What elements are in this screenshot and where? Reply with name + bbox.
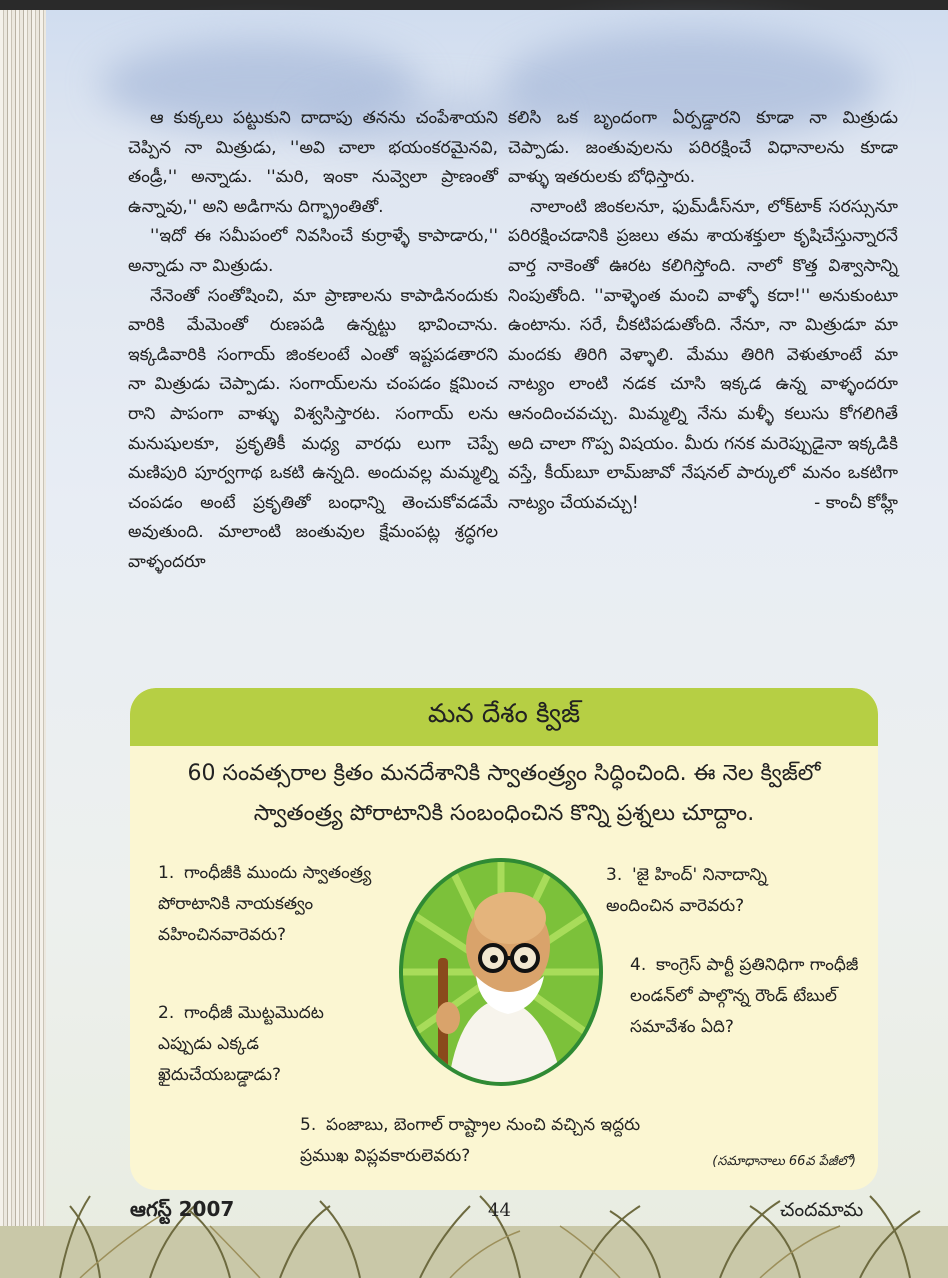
article-paragraph: నేనెంతో సంతోషించి, మా ప్రాణాలను కాపాడినందుకు వారికి మేమెంతో రుణపడి ఉన్నట్టు భావించాను. ఇక్కడివారికి సంగాయ్ జింకలంటే ఎంతో ఇష్టపడతారని నా మిత్రుడు చెప్పాడు. సంగాయ్‌లను చంపడం క్షమించ రాని పాపంగా వాళ్ళు విశ్వసిస్తారట. సంగాయ్ లను మనుషులకూ, ప్రకృతికీ మధ్య వారధు లుగా చెప్పే మణిపురి పూర్వగాథ ఒకటి ఉన్నది. అందువల్ల మమ్మల్ని చంపడం అంటే ప్రకృతితో బంధాన్ని తెంచుకోవడమే అవుతుంది. మాలాంటి జంతువుల క్షేమంపట్ల శ్రద్ధగల వాళ్ళందరూ xyxy=(128,285,498,572)
magazine-name: చందమామ xyxy=(780,1199,864,1221)
question-text: గాంధీజీకి ముందు స్వాతంత్ర్య పోరాటానికి నాయకత్వం వహించినవారెవరు? xyxy=(158,863,372,945)
quiz-question-1 xyxy=(158,858,378,951)
article-body xyxy=(128,104,898,694)
quiz-title: మన దేశం క్విజ్ xyxy=(130,688,878,746)
question-text: కాంగ్రెస్ పార్టీ ప్రతినిధిగా గాంధీజీ లండన్‌లో పాల్గొన్న రౌండ్ టేబుల్ సమావేశం ఏది? xyxy=(630,955,859,1037)
article-author: - కాంచీ కోహ్లీ xyxy=(814,492,898,513)
article-column-left xyxy=(128,104,498,578)
quiz-question-3 xyxy=(606,860,826,922)
answers-note: (సమాధానాలు 66వ పేజీలో) xyxy=(712,1154,856,1169)
question-number: 1. xyxy=(158,863,175,883)
question-number: 2. xyxy=(158,1003,175,1023)
page-stack-edge xyxy=(0,0,46,1278)
scan-top-edge xyxy=(0,0,948,10)
article-paragraph: ఆ కుక్కలు పట్టుకుని దాదాపు తనను చంపేశాయని చెప్పిన నా మిత్రుడు, ''అవి చాలా భయంకరమైనవి, తండ్రీ,'' అన్నాడు. ''మరి, ఇంకా నువ్వెలా ప్రాణంతో ఉన్నావు,'' అని అడిగాను దిగ్భ్రాంతితో. xyxy=(128,108,498,217)
article-paragraph: నాలాంటి జింకలనూ, ఫుమ్‌డీస్‌నూ, లోక్‌టాక్ సరస్సునూ పరిరక్షించడానికి ప్రజలు తమ శాయశక్తులా కృషిచేస్తున్నారనే వార్త నాకెంతో ఊరట కలిగిస్తోంది. నాలో కొత్త విశ్వాసాన్ని నింపుతోంది. ''వాళ్ళెంత మంచి వాళ్ళో కదా!'' అనుకుంటూ ఉంటాను. సరే, చీకటిపడుతోంది. నేనూ, నా మిత్రుడూ మా మందకు తిరిగి వెళ్ళాలి. మేము తిరిగి వెళుతూంటే మా నాట్యం లాంటి నడక చూసి ఇక్కడ ఉన్న వాళ్ళందరూ ఆనందించవచ్చు. మిమ్మల్ని నేను మళ్ళీ కలుసు కోగలిగితే అది చాలా గొప్ప విషయం. మీరు గనక మరెప్పుడైనా ఇక్కడికి వస్తే, కీయ్‌బూ లామ్‌జావో నేషనల్ పార్కులో మనం ఒకటిగా నాట్యం చేయవచ్చు! xyxy=(508,196,898,513)
question-number: 3. xyxy=(606,865,623,885)
question-text: గాంధీజీ మొట్టమొదట ఎప్పుడు ఎక్కడ ఖైదుచేయబడ్డాడు? xyxy=(158,1003,324,1085)
article-column-right xyxy=(508,104,898,518)
question-text: 'జై హింద్' నినాదాన్ని అందించిన వారెవరు? xyxy=(606,865,768,916)
gandhi-portrait xyxy=(398,858,604,1086)
question-number: 5. xyxy=(300,1115,317,1135)
question-text: పంజాబు, బెంగాల్ రాష్ట్రాల నుంచి వచ్చిన ఇద్దరు ప్రముఖ విప్లవకారులెవరు? xyxy=(300,1115,641,1166)
page-number: 44 xyxy=(488,1200,511,1221)
quiz-intro: 60 సంవత్సరాల క్రితం మనదేశానికి స్వాతంత్ర్యం సిద్ధించింది. ఈ నెల క్విజ్‌లో స్వాతంత్ర్య పోరాటానికి సంబంధించిన కొన్ని ప్రశ్నలు చూద్దాం. xyxy=(187,761,821,826)
issue-date: ఆగస్ట్ 2007 xyxy=(130,1197,235,1221)
quiz-box xyxy=(130,688,878,1190)
question-number: 4. xyxy=(630,955,647,975)
quiz-question-5 xyxy=(300,1110,670,1172)
quiz-question-2 xyxy=(158,998,378,1091)
quiz-question-4 xyxy=(630,950,870,1043)
article-paragraph: ''ఇదో ఈ సమీపంలో నివసించే కుర్రాళ్ళే కాపాడారు,'' అన్నాడు నా మిత్రుడు. xyxy=(128,226,498,276)
article-paragraph: కలిసి ఒక బృందంగా ఏర్పడ్డారని కూడా నా మిత్రుడు చెప్పాడు. జంతువులను పరిరక్షించే విధానాలను కూడా వాళ్ళు ఇతరులకు బోధిస్తారు. xyxy=(508,108,898,188)
